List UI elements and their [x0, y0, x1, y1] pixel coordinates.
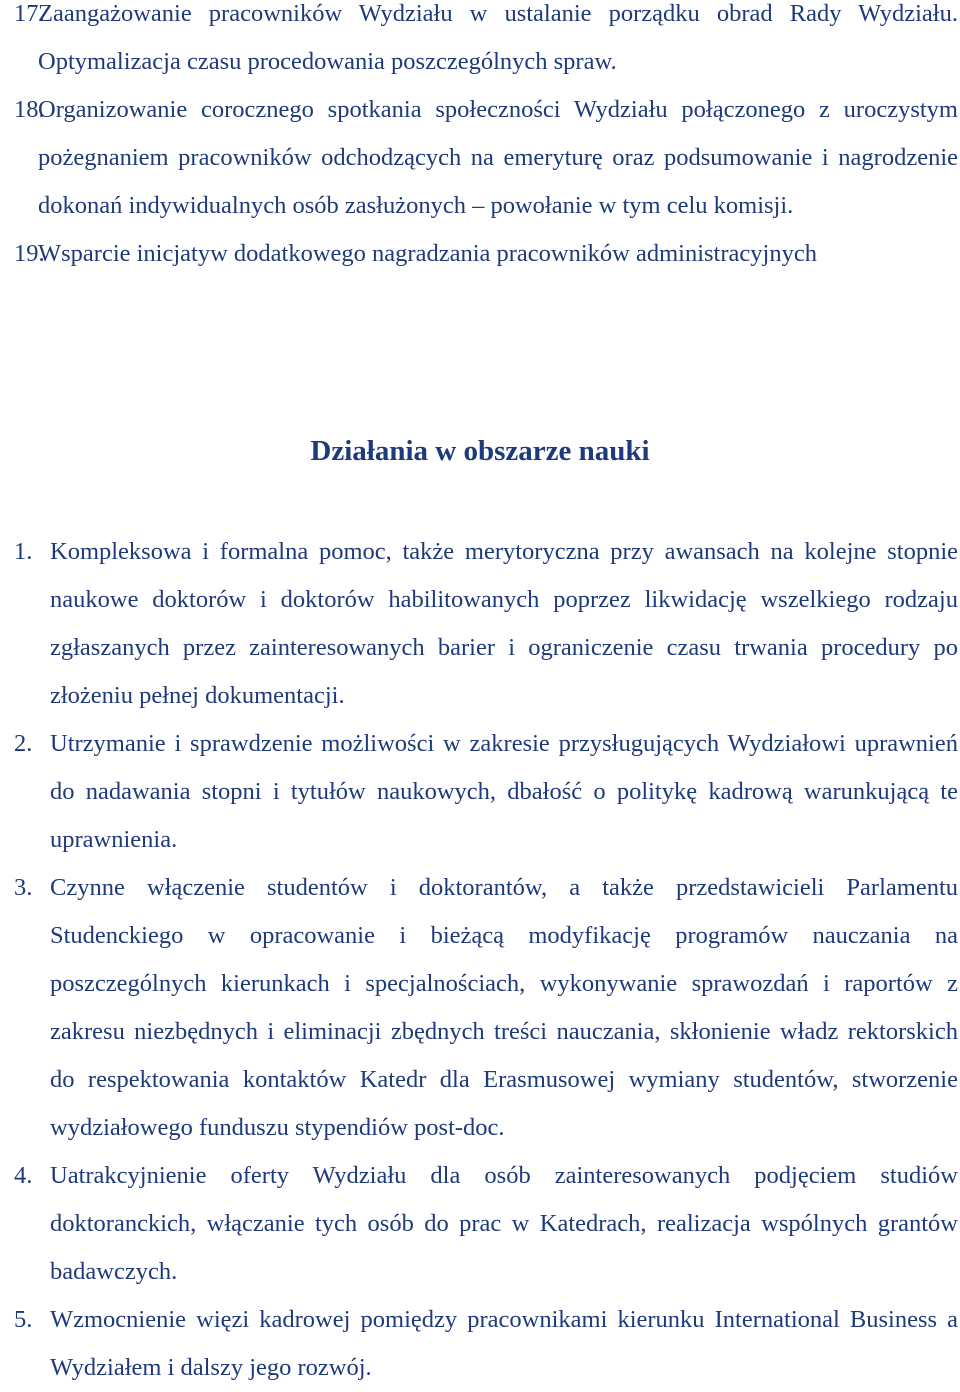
list-item-text: Uatrakcyjnienie oferty Wydziału dla osób zainteresowanych podjęciem studiów doktoranckich, włączanie tych osób do prac w Katedrach, realizacja wspólnych grantów badawczych.: [50, 1162, 958, 1285]
list-item-number: 2.: [14, 730, 33, 757]
list-item-number: 18.: [14, 96, 45, 123]
list-item: [14, 1296, 958, 1392]
list-item-text: Wzmocnienie więzi kadrowej pomiędzy pracownikami kierunku International Business a Wydziałem i dalszy jego rozwój.: [50, 1306, 958, 1381]
list-item-number: 17.: [14, 0, 45, 27]
continued-list: [14, 0, 958, 278]
list-item-number: 1.: [14, 538, 33, 565]
list-item: [14, 528, 958, 720]
list-item-text: Zaangażowanie pracowników Wydziału w ustalanie porządku obrad Rady Wydziału. Optymalizacja czasu procedowania poszczególnych spraw.: [38, 0, 958, 75]
list-item: [14, 0, 958, 86]
list-item: [14, 230, 958, 278]
list-item: [14, 864, 958, 1152]
list-item-text: Wsparcie inicjatyw dodatkowego nagradzania pracowników administracyjnych: [38, 240, 817, 267]
list-item: [14, 86, 958, 230]
list-item-text: Kompleksowa i formalna pomoc, także merytoryczna przy awansach na kolejne stopnie naukowe doktorów i doktorów habilitowanych poprzez likwidację wszelkiego rodzaju zgłaszanych przez zainteresowanych barier i ograniczenie czasu trwania procedury po złożeniu pełnej dokumentacji.: [50, 538, 958, 709]
list-item-text: Czynne włączenie studentów i doktorantów, a także przedstawicieli Parlamentu Studenckiego w opracowanie i bieżącą modyfikację programów nauczania na poszczególnych kierunkach i specjalnościach, wykonywanie sprawozdań i raportów z zakresu niezbędnych i eliminacji zbędnych treści nauczania, skłonienie władz rektorskich do respektowania kontaktów Katedr dla Erasmusowej wymiany studentów, stworzenie wydziałowego funduszu stypendiów post-doc.: [50, 874, 958, 1141]
list-item-number: 19.: [14, 240, 45, 267]
list-item: [14, 720, 958, 864]
list-item-text: Utrzymanie i sprawdzenie możliwości w zakresie przysługujących Wydziałowi uprawnień do nadawania stopni i tytułów naukowych, dbałość o politykę kadrową warunkującą te uprawnienia.: [50, 730, 958, 853]
list-item: [14, 1152, 958, 1296]
list-item-number: 5.: [14, 1306, 33, 1333]
science-list: [14, 528, 958, 1392]
list-item-number: 4.: [14, 1162, 33, 1189]
section-heading: Działania w obszarze nauki: [310, 435, 650, 467]
list-item-number: 3.: [14, 874, 33, 901]
list-item-text: Organizowanie corocznego spotkania społeczności Wydziału połączonego z uroczystym pożegnaniem pracowników odchodzących na emeryturę oraz podsumowanie i nagrodzenie dokonań indywidualnych osób zasłużonych – powołanie w tym celu komisji.: [38, 96, 958, 219]
